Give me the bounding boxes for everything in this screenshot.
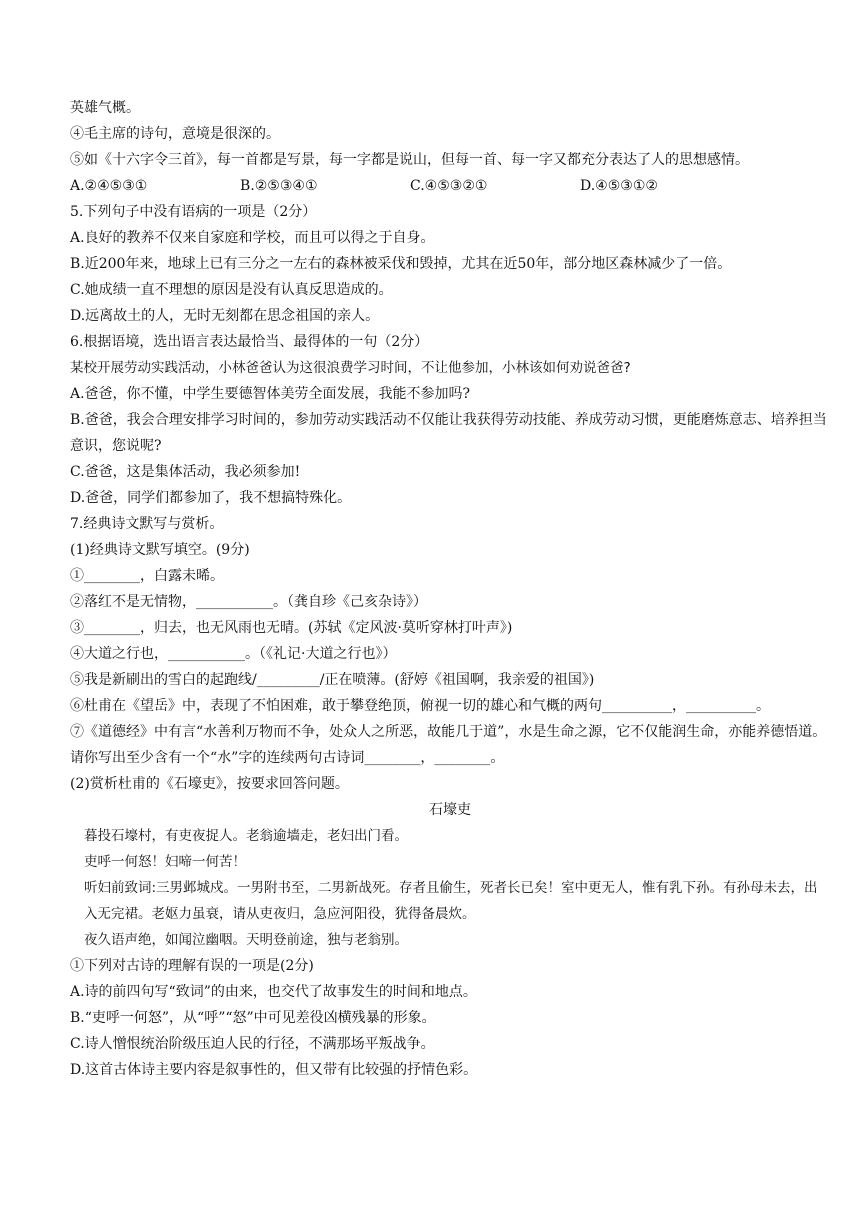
- fill-blank-item: ⑤我是新刷出的雪白的起跑线/_________/正在喷薄。(舒婷《祖国啊，我亲爱的祖国》): [70, 672, 595, 688]
- option-a: A.诗的前四句写“致词”的由来，也交代了故事发生的时间和地点。: [70, 984, 477, 1000]
- option-b: B.爸爸，我会合理安排学习时间的，参加劳动实践活动不仅能让我获得劳动技能、养成劳动习惯，更能磨炼意志、培养担当意识，您说呢?: [70, 412, 827, 454]
- poem-title: 石壕吏: [429, 802, 471, 818]
- option-a: A.爸爸，你不懂，中学生要德智体美劳全面发展，我能不参加吗?: [70, 386, 471, 402]
- fill-blank-item: ⑦《道德经》中有言“水善利万物而不争，处众人之所恶，故能几于道”，水是生命之源，它不仅能润生命，亦能养德悟道。请你写出至少含有一个“水”字的连续两句古诗词________，________。: [70, 724, 827, 766]
- document-page: [70, 95, 830, 1083]
- fill-blank-item: ①________，白露未晞。: [70, 568, 224, 584]
- fill-blank-item: ⑥杜甫在《望岳》中，表现了不怕困难，敢于攀登绝顶，俯视一切的雄心和气概的两句__________，__________。: [70, 698, 770, 714]
- option-c: C.诗人憎恨统治阶级压迫人民的行径，不满那场平叛战争。: [70, 1036, 435, 1052]
- option-d: D.远离故土的人，无时无刻都在思念祖国的亲人。: [70, 308, 380, 324]
- question-7-part-1: (1)经典诗文默写填空。(9分): [70, 542, 250, 558]
- poem-line: 听妇前致词:三男邺城戍。一男附书至，二男新战死。存者且偷生，死者长已矣！室中更无人，惟有乳下孙。有孙母未去，出入无完裙。老妪力虽衰，请从吏夜归，急应河阳役，犹得备晨炊。: [84, 880, 818, 922]
- option-a: A.良好的教养不仅来自家庭和学校，而且可以得之于自身。: [70, 230, 435, 246]
- option-a: A.②④⑤③①: [70, 178, 148, 194]
- option-c: C.爸爸，这是集体活动，我必须参加!: [70, 464, 301, 480]
- fill-blank-item: ③________，归去，也无风雨也无晴。(苏轼《定风波·莫听穿林打叶声》): [70, 620, 513, 636]
- question-4-options: [70, 173, 830, 199]
- option-b: B.近200年来，地球上已有三分之一左右的森林被采伐和毁掉，尤其在近50年，部分地区森林减少了一倍。: [70, 256, 732, 272]
- text-line: 英雄气概。: [70, 100, 140, 116]
- option-b: B.“吏呼一何怒”，从“呼”“怒”中可见差役凶横残暴的形象。: [70, 1010, 436, 1026]
- option-c: C.她成绩一直不理想的原因是没有认真反思造成的。: [70, 282, 393, 298]
- poem-line: 暮投石壕村，有吏夜捉人。老翁逾墙走，老妇出门看。: [84, 828, 408, 844]
- sub-question-stem: ①下列对古诗的理解有误的一项是(2分): [70, 958, 314, 974]
- poem-line: 夜久语声绝，如闻泣幽咽。天明登前途，独与老翁别。: [84, 932, 408, 948]
- text-line: ⑤如《十六字令三首》，每一首都是写景，每一字都是说山，但每一首、每一字又都充分表达了人的思想感情。: [70, 152, 749, 168]
- question-5-stem: 5.下列句子中没有语病的一项是（2分）: [70, 204, 317, 220]
- fill-blank-item: ④大道之行也，___________。（《礼记·大道之行也》）: [70, 646, 397, 662]
- question-6-stem: 6.根据语境，选出语言表达最恰当、最得体的一句（2分）: [70, 334, 429, 350]
- fill-blank-item: ②落红不是无情物，___________。（龚自珍《己亥杂诗》）: [70, 594, 427, 610]
- option-d: D.④⑤③①②: [580, 178, 658, 194]
- option-c: C.④⑤③②①: [410, 178, 488, 194]
- text-line: ④毛主席的诗句，意境是很深的。: [70, 126, 280, 142]
- question-7-part-2: (2)赏析杜甫的《石壕吏》，按要求回答问题。: [70, 776, 349, 792]
- option-b: B.②⑤③④①: [240, 178, 318, 194]
- poem-line: 吏呼一何怒！妇啼一何苦！: [84, 854, 246, 870]
- option-d: D.爸爸，同学们都参加了，我不想搞特殊化。: [70, 490, 352, 506]
- option-d: D.这首古体诗主要内容是叙事性的，但又带有比较强的抒情色彩。: [70, 1062, 478, 1078]
- question-7-stem: 7.经典诗文默写与赏析。: [70, 516, 224, 532]
- question-6-context: 某校开展劳动实践活动，小林爸爸认为这很浪费学习时间，不让他参加，小林该如何劝说爸爸?: [70, 360, 631, 376]
